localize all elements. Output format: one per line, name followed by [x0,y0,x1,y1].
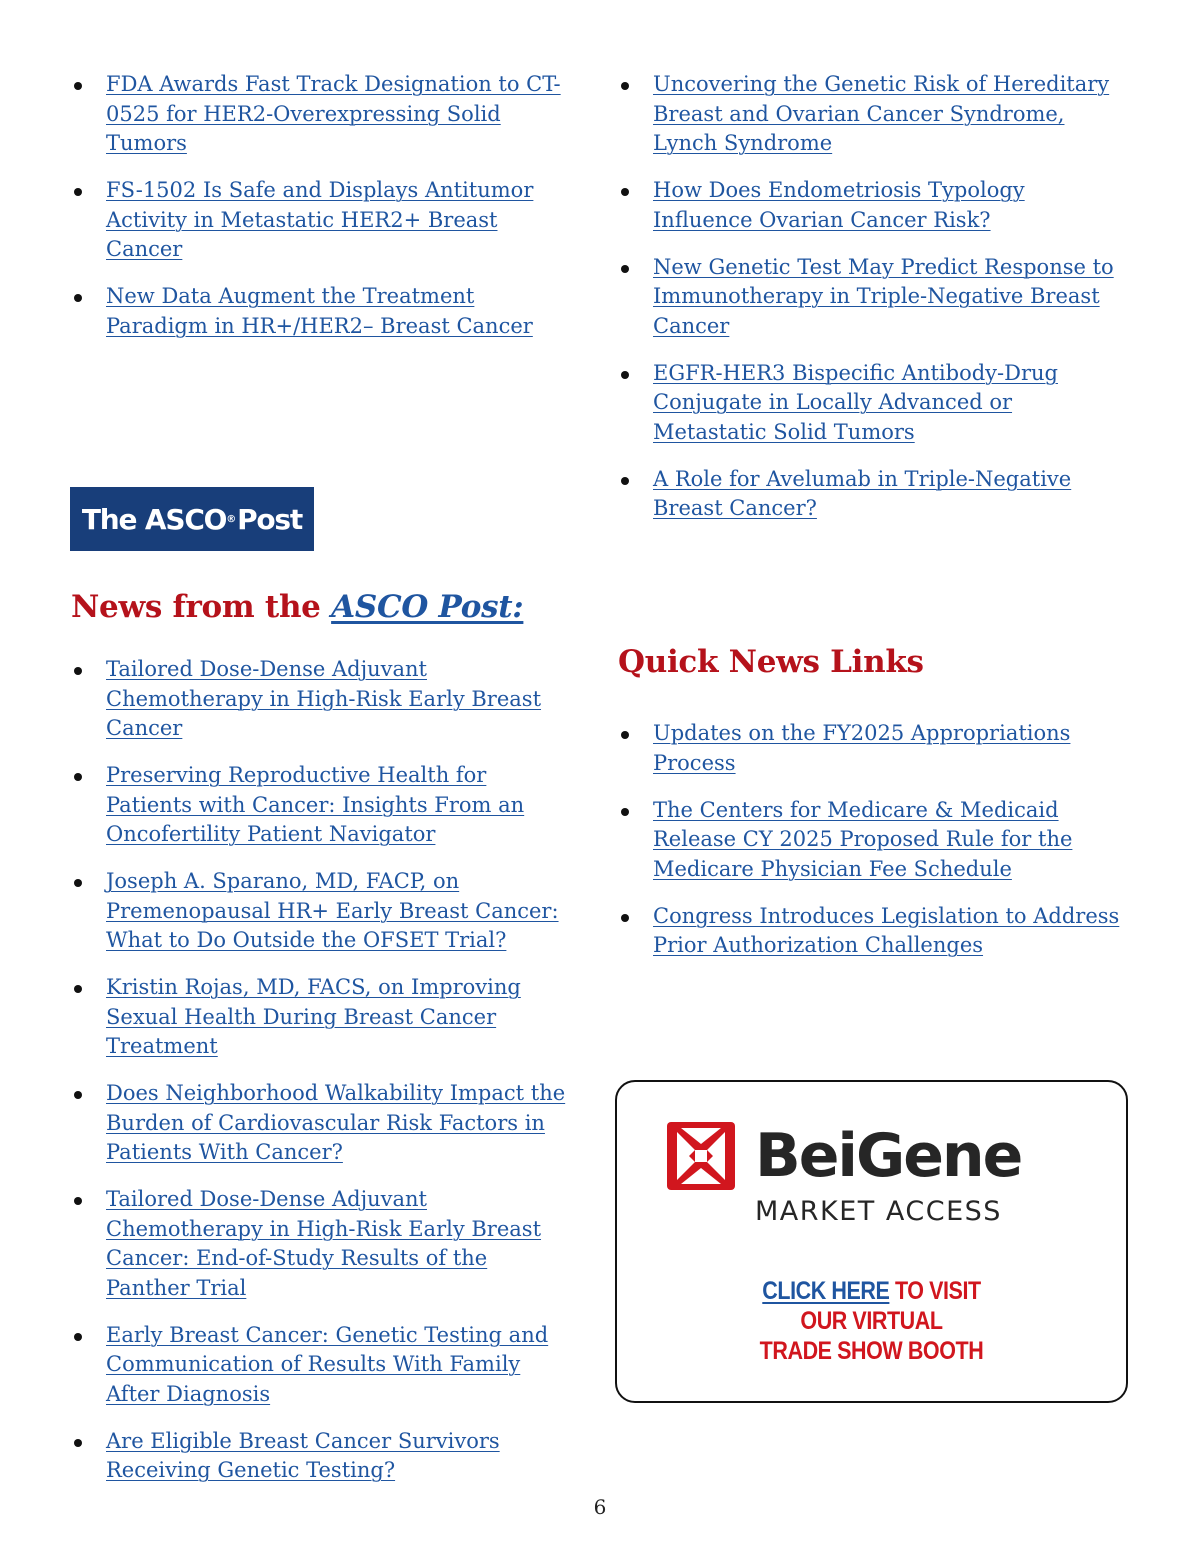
list-item [618,796,1128,885]
bullet-icon [74,1439,82,1447]
list-item [71,655,576,744]
bullet-icon [74,667,82,675]
quick-link-list [618,719,1128,961]
list-item [618,176,1128,235]
registered-mark: ® [226,513,236,525]
beigene-ad-box[interactable] [615,1080,1128,1403]
click-here-link[interactable]: CLICK HERE [762,1277,890,1305]
list-item [71,867,576,956]
list-item [71,282,571,341]
article-link[interactable]: FDA Awards Fast Track Designation to CT-0525 for HER2-Overexpressing Solid Tumors [106,72,561,155]
bullet-icon [621,82,629,90]
cta-line-1-rest: TO VISIT [889,1277,981,1305]
asco-post-logo[interactable] [70,487,314,551]
article-link[interactable]: Kristin Rojas, MD, FACS, on Improving Sexual Health During Breast Cancer Treatment [106,975,521,1058]
right-top-link-list [618,70,1128,524]
bullet-icon [621,914,629,922]
article-link[interactable]: Preserving Reproductive Health for Patients with Cancer: Insights From an Oncofertility Patient Navigator [106,763,525,846]
beigene-wordmark: BeiGene [755,1121,1022,1191]
bullet-icon [74,773,82,781]
list-item [71,1185,576,1303]
article-link[interactable]: EGFR-HER3 Bispecific Antibody-Drug Conjugate in Locally Advanced or Metastatic Solid Tumors [653,360,1058,444]
bullet-icon [74,879,82,887]
article-link[interactable]: FS-1502 Is Safe and Displays Antitumor Activity in Metastatic HER2+ Breast Cancer [106,178,534,261]
asco-post-heading-link[interactable]: ASCO Post: [331,589,524,625]
list-item [71,176,571,265]
bullet-icon [74,82,82,90]
bullet-icon [621,265,629,273]
cta-line-3: TRADE SHOW BOOTH [759,1337,984,1365]
bullet-icon [74,1091,82,1099]
list-item [71,70,571,159]
cta-line-2: OUR VIRTUAL [800,1307,943,1335]
asco-logo-text: The ASCO [81,502,227,536]
article-link[interactable]: A Role for Avelumab in Triple-Negative Breast Cancer? [653,466,1072,520]
article-link[interactable]: Congress Introduces Legislation to Address Prior Authorization Challenges [653,903,1120,957]
bullet-icon [74,294,82,302]
article-link[interactable]: New Genetic Test May Predict Response to Immunotherapy in Triple-Negative Breast Cancer [653,254,1114,338]
list-item [618,719,1128,778]
list-item [618,70,1128,159]
article-link[interactable]: Are Eligible Breast Cancer Survivors Receiving Genetic Testing? [106,1428,500,1482]
article-link[interactable]: Tailored Dose-Dense Adjuvant Chemotherapy in High-Risk Early Breast Cancer [106,657,542,740]
asco-logo-text-post: Post [237,502,303,536]
left-top-links-column [71,70,571,359]
beigene-logo-icon [667,1122,735,1190]
asco-section-heading [71,589,523,625]
bullet-icon [621,731,629,739]
bullet-icon [621,477,629,485]
list-item [618,253,1128,342]
cta-line-1 [653,1276,1091,1306]
market-access-text: MARKET ACCESS [755,1196,1002,1227]
asco-links-column [71,655,576,1503]
bullet-icon [74,1333,82,1341]
article-link[interactable]: New Data Augment the Treatment Paradigm in HR+/HER2– Breast Cancer [106,284,533,338]
article-link[interactable]: Early Breast Cancer: Genetic Testing and Communication of Results With Family After Diagnosis [106,1322,549,1406]
bullet-icon [621,371,629,379]
bullet-icon [74,188,82,196]
left-top-link-list [71,70,571,341]
quick-links-column [618,719,1128,978]
list-item [618,359,1128,448]
bullet-icon [74,1197,82,1205]
bullet-icon [621,808,629,816]
article-link[interactable]: How Does Endometriosis Typology Influence Ovarian Cancer Risk? [653,178,1025,232]
article-link[interactable]: Updates on the FY2025 Appropriations Process [653,721,1071,775]
article-link[interactable]: Does Neighborhood Walkability Impact the Burden of Cardiovascular Risk Factors in Patients With Cancer? [106,1081,566,1164]
article-link[interactable]: Joseph A. Sparano, MD, FACP, on Premenopausal HR+ Early Breast Cancer: What to Do Outside the OFSET Trial? [106,869,559,952]
bullet-icon [621,188,629,196]
list-item [71,761,576,850]
list-item [71,1321,576,1410]
bullet-icon [74,985,82,993]
article-link[interactable]: Tailored Dose-Dense Adjuvant Chemotherapy in High-Risk Early Breast Cancer: End-of-Study Results of the Panther Trial [106,1187,542,1300]
article-link[interactable]: The Centers for Medicare & Medicaid Release CY 2025 Proposed Rule for the Medicare Physician Fee Schedule [653,797,1073,881]
list-item [71,1427,576,1486]
right-top-links-column [618,70,1128,541]
page-number: 6 [593,1495,607,1519]
article-link[interactable]: Uncovering the Genetic Risk of Hereditary Breast and Ovarian Cancer Syndrome, Lynch Syndrome [653,72,1110,155]
list-item [618,902,1128,961]
asco-heading-prefix: News from the [71,589,332,625]
list-item [618,465,1128,524]
asco-link-list [71,655,576,1486]
list-item [71,1079,576,1168]
quick-news-heading: Quick News Links [618,644,924,680]
list-item [71,973,576,1062]
